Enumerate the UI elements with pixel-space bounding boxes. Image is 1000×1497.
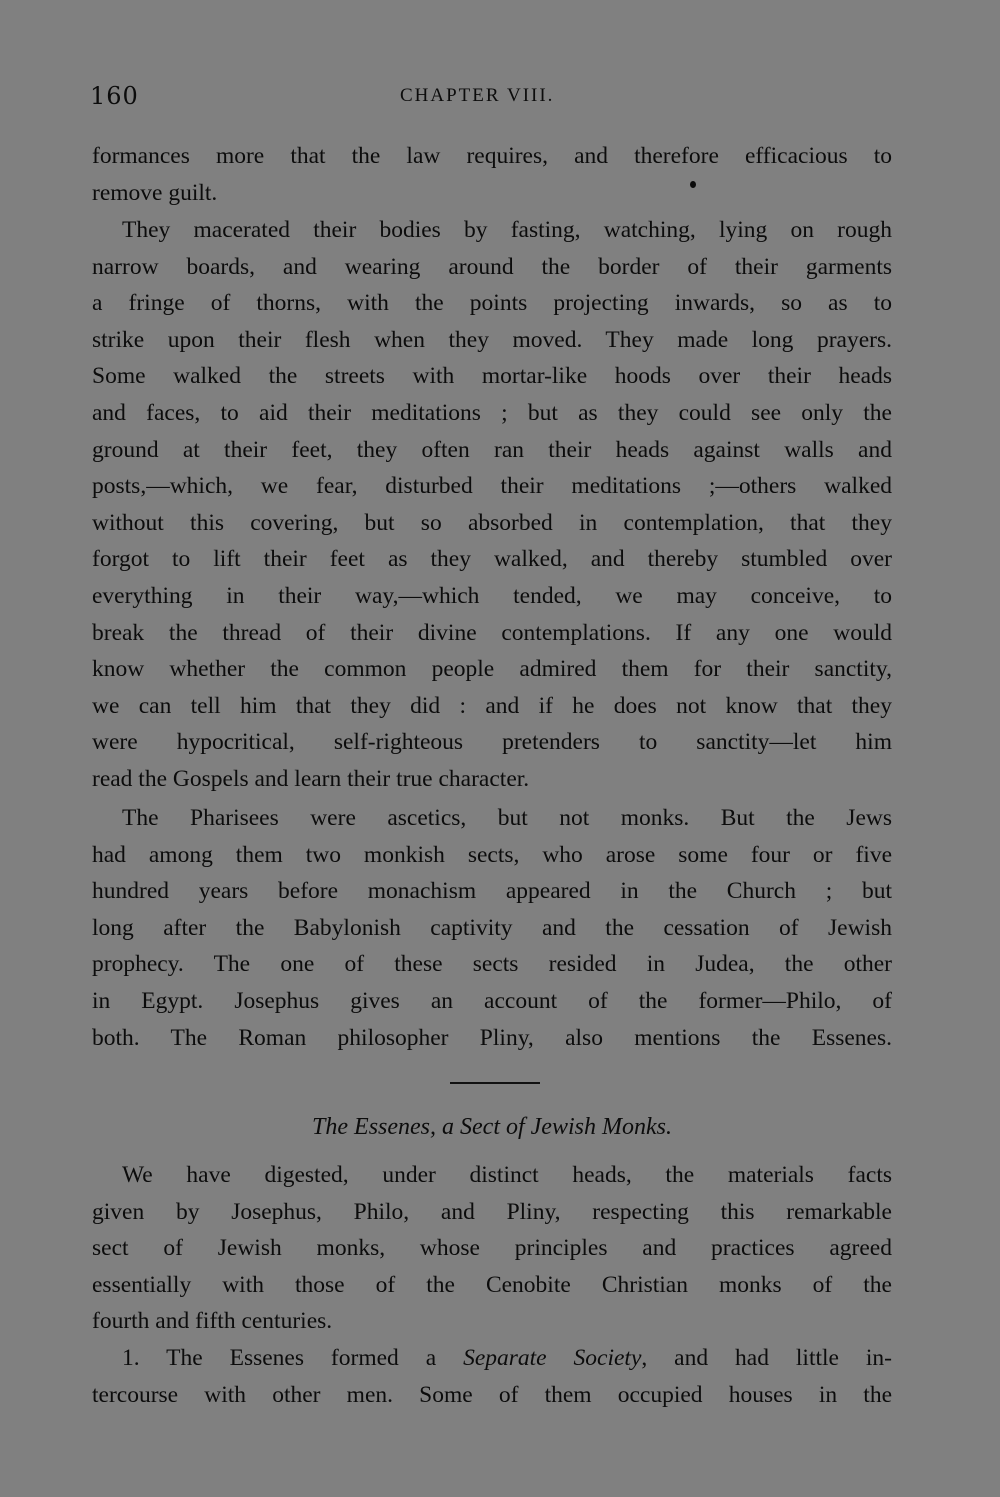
text-line: narrow boards, and wearing around the border of their garments [92, 253, 892, 280]
text-line [92, 1340, 892, 1377]
text-line: read the Gospels and learn their true character. [92, 765, 530, 792]
paragraph-monkish-sects [92, 800, 892, 1056]
text-line: forgot to lift their feet as they walked, and thereby stumbled over [92, 546, 892, 573]
text-line: essentially with those of the Cenobite Christian monks of the [92, 1271, 892, 1298]
text-line: posts,—which, we fear, disturbed their meditations ;—others walked [92, 473, 892, 500]
text-line: in Egypt. Josephus gives an account of the former—Philo, of [92, 987, 892, 1014]
text-line: we can tell him that they did : and if he does not know that they [92, 692, 892, 719]
paragraph-continuation [92, 138, 892, 211]
text-line: Some walked the streets with mortar-like hoods over their heads [92, 363, 892, 390]
text-line: without this covering, but so absorbed in contemplation, that they [92, 509, 892, 536]
text-line: We have digested, under distinct heads, the materials facts [122, 1162, 892, 1188]
text-line: strike upon their flesh when they moved. They made long prayers. [92, 326, 892, 353]
text-line: were hypocritical, self-righteous pretenders to sanctity—let him [92, 729, 892, 756]
paragraph-essenes-intro [92, 1157, 892, 1340]
text-line: tercourse with other men. Some of them occupied houses in the [92, 1381, 892, 1408]
text-line: had among them two monkish sects, who arose some four or five [92, 841, 892, 868]
text-line: prophecy. The one of these sects resided in Judea, the other [92, 951, 892, 978]
text-line: given by Josephus, Philo, and Pliny, respecting this remarkable [92, 1198, 892, 1225]
text-line: a fringe of thorns, with the points projecting inwards, so as to [92, 290, 892, 317]
paragraph-ascetic-practices [92, 212, 892, 798]
text-line: both. The Roman philosopher Pliny, also mentions the Essenes. [92, 1024, 892, 1051]
ink-speck [690, 181, 696, 188]
text-line: long after the Babylonish captivity and the cessation of Jewish [92, 914, 892, 941]
text-line: know whether the common people admired them for their sanctity, [92, 656, 892, 683]
paragraph-separate-society [92, 1340, 892, 1413]
text-line: sect of Jewish monks, whose principles and practices agreed [92, 1235, 892, 1262]
running-head [90, 82, 890, 112]
text-run: 1. The Essenes formed a [122, 1345, 464, 1371]
text-line: fourth and fifth centuries. [92, 1308, 333, 1335]
text-line: formances more that the law requires, and therefore efficacious to [92, 143, 892, 169]
text-line: and faces, to aid their meditations ; but as they could see only the [92, 399, 892, 426]
section-divider [450, 1082, 540, 1084]
text-line: remove guilt. [92, 179, 218, 206]
section-heading: The Essenes, a Sect of Jewish Monks. [312, 1114, 672, 1140]
text-line: everything in their way,—which tended, we may conceive, to [92, 582, 892, 609]
emphasis-text: Separate Society [463, 1345, 642, 1371]
text-line: They macerated their bodies by fasting, watching, lying on rough [122, 217, 892, 243]
text-line: hundred years before monachism appeared in the Church ; but [92, 878, 892, 905]
text-line: The Pharisees were ascetics, but not monks. But the Jews [122, 805, 892, 831]
text-line: ground at their feet, they often ran their heads against walls and [92, 436, 892, 463]
text-line: break the thread of their divine contemplations. If any one would [92, 619, 892, 646]
text-run: , and had little in- [641, 1345, 892, 1371]
page-number: 160 [90, 82, 139, 110]
chapter-title: CHAPTER VIII. [400, 85, 555, 106]
